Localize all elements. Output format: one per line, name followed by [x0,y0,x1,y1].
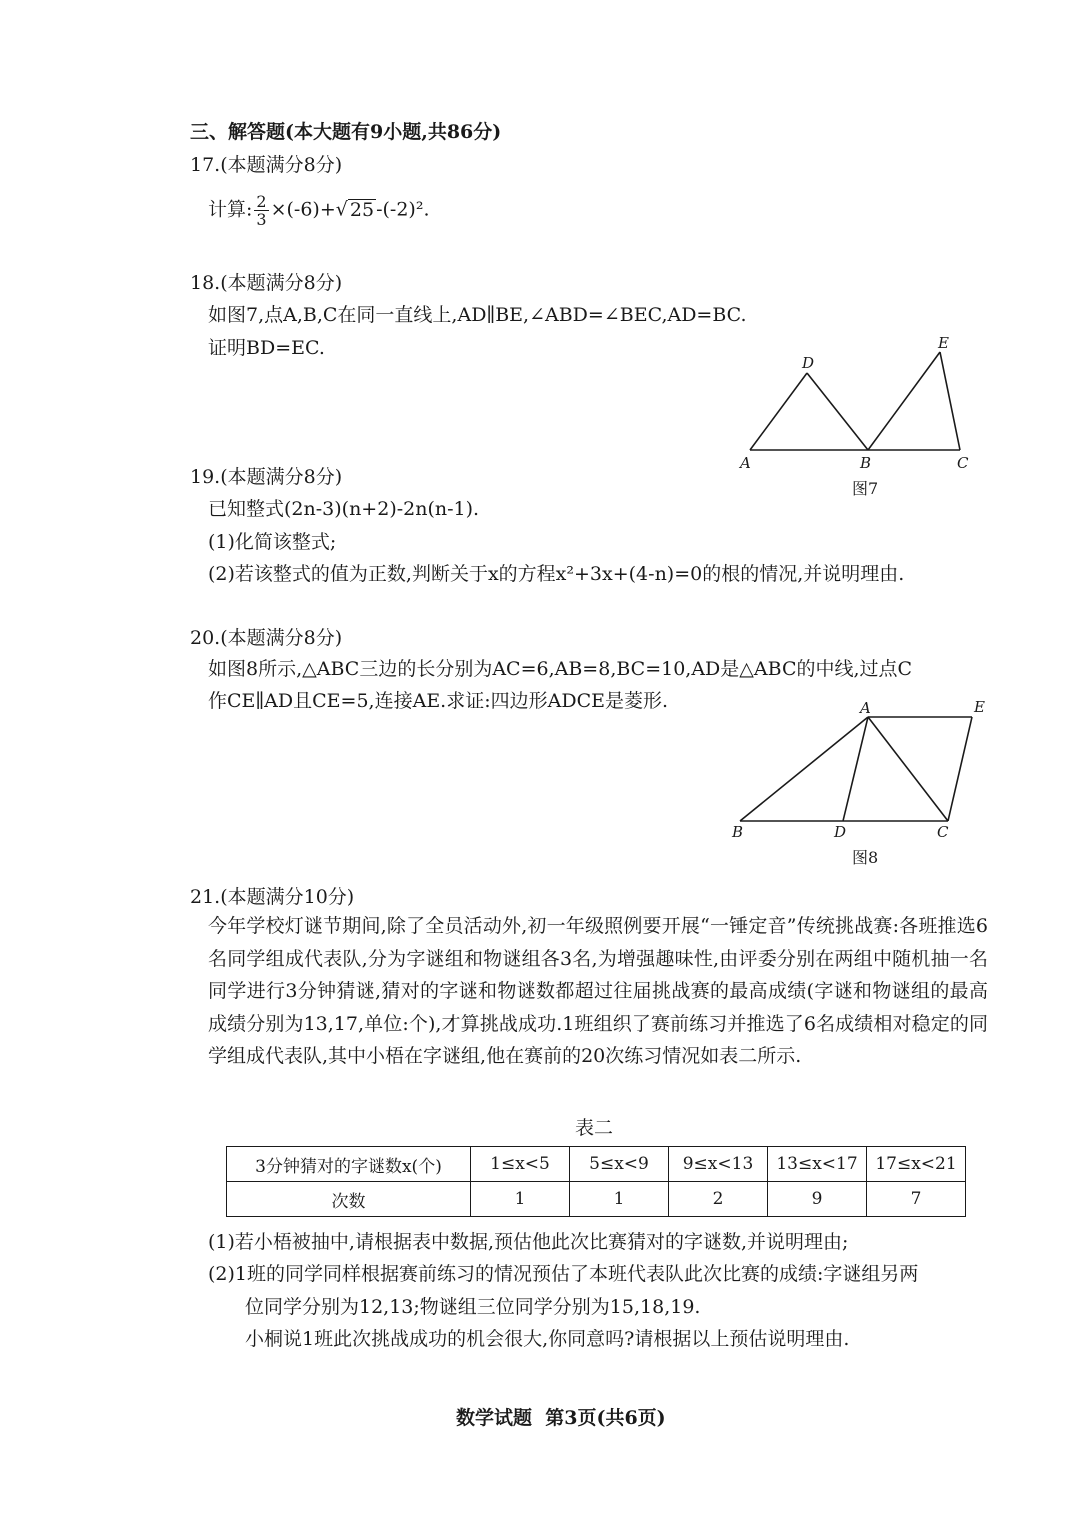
fig7-label-e: E [938,334,949,352]
q19-line3: (2)若该整式的值为正数,判断关于x的方程x²+3x+(4-n)=0的根的情况,并说明理由. [208,563,905,585]
q17-fraction [254,193,268,228]
fig7-line-be [868,352,940,450]
q17-expression [208,193,430,228]
fig7-label-d: D [802,354,815,372]
q21-paragraph: 今年学校灯谜节期间,除了全员活动外,初一年级照例要开展“一锤定音”传统挑战赛:各班推选6名同学组成代表队,分为字谜组和物谜组各3名,为增强趣味性,由评委分别在两组中随机抽一名同学进行3分钟猜谜,猜对的字谜和物谜数都超过往届挑战赛的最高成绩(字谜和物谜组的最高成绩分别为13,17,单位:个),才算挑战成功.1班组织了赛前练习并推选了6名成绩相对稳定的同学组成代表队,其中小梧在字谜组,他在赛前的20次练习情况如表二所示. [208,915,988,1067]
table-cell: 1 [471,1182,570,1217]
fig8-label-b: B [732,823,744,841]
table-header-cell: 17≤x<21 [867,1147,966,1182]
q18-line1: 如图7,点A,B,C在同一直线上,AD∥BE,∠ABD=∠BEC,AD=BC. [208,304,747,326]
table-header-cell: 1≤x<5 [471,1147,570,1182]
page-footer: 数学试题 第3页(共6页) [456,1407,666,1429]
q21-part2-line2: 位同学分别为12,13;物谜组三位同学分别为15,18,19. [245,1296,701,1318]
fig8-line-ba [740,717,868,821]
fig7-line-ad [750,373,807,450]
fig8-line-ac [868,717,948,821]
figure-7 [730,330,990,490]
q20-number: 20.(本题满分8分) [190,627,343,649]
table-header-cell: 5≤x<9 [570,1147,669,1182]
q21-part2-line1: (2)1班的同学同样根据赛前练习的情况预估了本班代表队此次比赛的成绩:字谜组另两 [208,1263,919,1285]
q17-expr-part2: -(-2)². [376,198,430,221]
table-cell: 7 [867,1182,966,1217]
table-header-cell: 3分钟猜对的字谜数x(个) [227,1147,471,1182]
figure-8 [720,695,1000,845]
q17-frac-numerator: 2 [256,192,267,211]
fig8-label-d: D [834,823,847,841]
q18-line2: 证明BD=EC. [208,337,325,359]
table-row [227,1182,966,1217]
q17-sqrt-content: 25 [349,198,375,221]
q19-number: 19.(本题满分8分) [190,466,343,488]
fig7-label-a: A [740,454,751,472]
q18-number: 18.(本题满分8分) [190,272,343,294]
q17-number: 17.(本题满分8分) [190,154,343,176]
fig8-label-e: E [974,698,985,716]
q19-line1: 已知整式(2n-3)(n+2)-2n(n-1). [208,498,480,520]
section-heading: 三、解答题(本大题有9小题,共86分) [190,121,502,143]
table-title: 表二 [575,1117,614,1139]
table-header-cell: 13≤x<17 [768,1147,867,1182]
q17-calc-prefix: 计算: [208,198,253,221]
q21-part1: (1)若小梧被抽中,请根据表中数据,预估他此次比赛猜对的字谜数,并说明理由; [208,1231,849,1253]
fig7-label-b: B [860,454,872,472]
fig8-label-a: A [860,699,871,717]
table-cell: 次数 [227,1182,471,1217]
q17-expr-part1: ×(-6)+ [270,198,336,221]
q21-part2-line3: 小桐说1班此次挑战成功的机会很大,你同意吗?请根据以上预估说明理由. [245,1328,850,1350]
table-header-row [227,1147,966,1182]
table-header-cell: 9≤x<13 [669,1147,768,1182]
q21-number: 21.(本题满分10分) [190,886,355,908]
fig8-caption: 图8 [852,848,879,867]
fig8-line-ad [843,717,868,821]
fig7-caption: 图7 [852,479,879,498]
table-cell: 1 [570,1182,669,1217]
fig7-line-db [807,373,868,450]
fig7-label-c: C [957,454,969,472]
fig7-line-ec [940,352,960,450]
q17-sqrt-symbol: √ [335,198,348,221]
fig8-label-c: C [937,823,949,841]
q17-frac-denominator: 3 [256,210,267,229]
q19-line2: (1)化简该整式; [208,531,337,553]
fig8-line-ec [948,717,972,821]
table-cell: 2 [669,1182,768,1217]
table-cell: 9 [768,1182,867,1217]
q20-line1: 如图8所示,△ABC三边的长分别为AC=6,AB=8,BC=10,AD是△ABC的中线,过点C [208,658,913,680]
q20-line2: 作CE∥AD且CE=5,连接AE.求证:四边形ADCE是菱形. [208,690,669,712]
data-table [226,1146,966,1217]
